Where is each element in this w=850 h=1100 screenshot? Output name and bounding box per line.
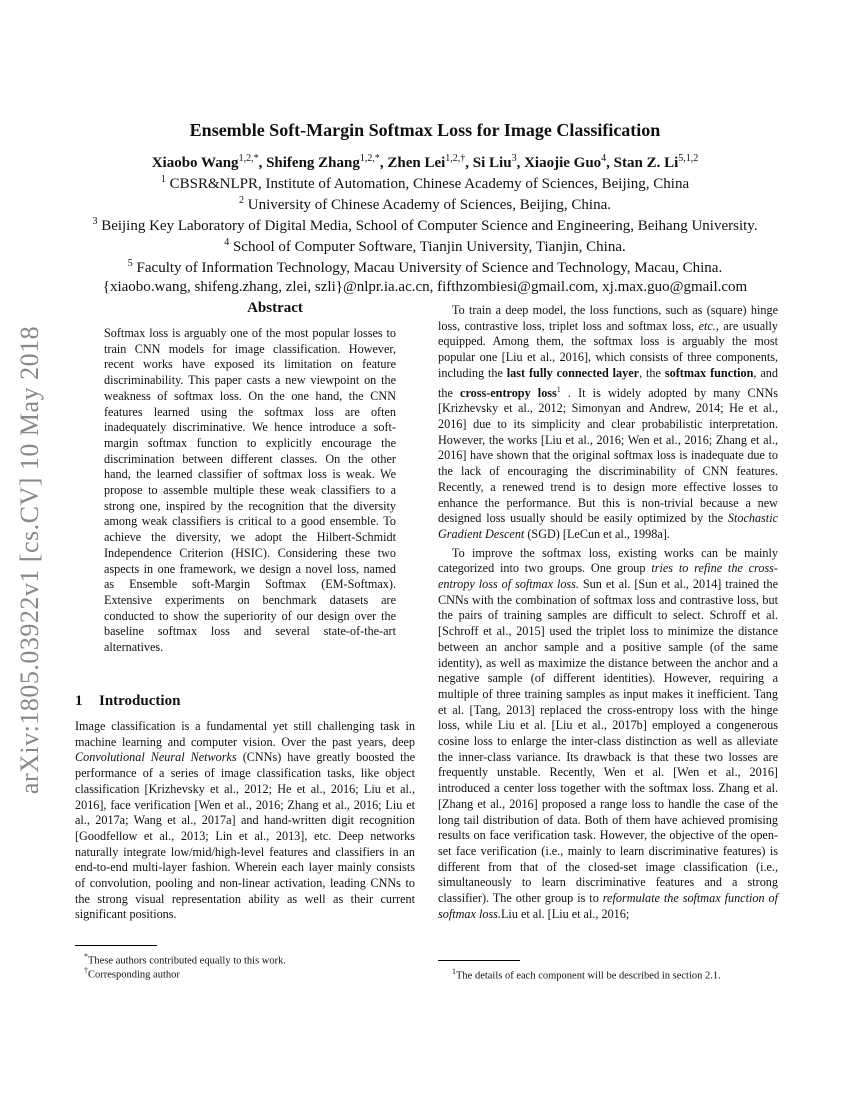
footnote-marker: 1 xyxy=(556,384,561,394)
author-emails: {xiaobo.wang, shifeng.zhang, zlei, szli}@nlpr.ia.ac.cn, fifthzombiesi@gmail.com, xj.max.guo@gmail.com xyxy=(102,279,748,295)
affiliation-3: $^3$ Beijing Key Laboratory of Digital Media, School of Computer Science and Engineering, Beihang University. xyxy=(92,216,758,234)
author: Xiaojie Guo$^4$, xyxy=(524,153,614,171)
section-heading-introduction: 1 Introduction xyxy=(75,693,181,709)
paragraph-loss-functions: To train a deep model, the loss functions, such as (square) hinge loss, contrastive loss, triplet loss and softmax loss, etc., are usually equipped. Among them, the softmax loss is arguably the most popular one [Liu et al., 2016], which consists of three components, including the last fully connected layer, the softmax function, and the cross-entropy loss$^1$ . It is widely adopted by many CNNs [Krizhevsky et al., 2012; Simonyan and Andrew, 2014; He et al., 2016] due to its simplicity and clear probabilistic interpretation. However, the works [Liu et al., 2016; Wen et al., 2016; Zhang et al., 2016] have shown that the original softmax loss is inadequate due to the lack of encouraging the discriminability of CNN features. Recently, a renewed trend is to design more effective losses to enhance the performance. But this is non-trivial because a new designed loss usually should be easily optimized by the Stochastic Gradient Descent (SGD) [LeCun et al., 1998a]. xyxy=(438,303,778,541)
introduction-paragraph: Image classification is a fundamental yet still challenging task in machine learning and computer vision. Over the past years, deep Convolutional Neural Networks (CNNs) have greatly boosted the performance of a series of image classification tasks, like object classification [Krizhevsky et al., 2012; He et al., 2016; Liu et al., 2016], face verification [Wen et al., 2016; Zhang et al., 2016; Liu et al., 2017a; Wang et al., 2017a] and hand-written digit recognition [Goodfellow et al., 2013; Lin et al., 2013], etc. Deep networks naturally integrate low/mid/high-level features and classifiers in an end-to-end multi-layer fashion. Wherein each layer mainly consists of convolution, pooling and non-linear activation, leading CNNs to the strong visual representation ability as well as their current significant positions. xyxy=(75,719,415,922)
affiliation-4: $^4$ School of Computer Software, Tianjin University, Tianjin, China. xyxy=(224,237,626,255)
abstract-body: Softmax loss is arguably one of the most popular losses to train CNN models for image classification. However, recent works have exposed its limitation on feature discriminability. This paper casts a new viewpoint on the weakness of softmax loss. On the one hand, the CNN features learned using the softmax loss are often inadequately discriminative. We hence introduce a soft-margin softmax function to explicitly encourage the discrimination between different classes. On the other hand, the learned classifier of softmax loss is weak. We propose to assemble multiple these weak classifiers to a strong one, inspired by the recognition that the diversity among weak classifiers is critical to a good ensemble. To achieve the diversity, we adopt the Hilbert-Schmidt Independence Criterion (HSIC). Considering these two aspects in one framework, we design a novel loss, named as Ensemble soft-Margin Softmax (EM-Softmax). Extensive experiments on benchmark datasets are conducted to show the superiority of our design over the baseline softmax loss and several state-of-the-art alternatives. xyxy=(104,326,396,655)
author: Si Liu$^3$, xyxy=(472,153,525,171)
affiliation-2: $^2$ University of Chinese Academy of Sciences, Beijing, China. xyxy=(238,195,611,213)
footnote-corresponding-author: †Corresponding author xyxy=(84,966,180,981)
author-list xyxy=(0,153,850,172)
paragraph-improving-softmax: To improve the softmax loss, existing works can be mainly categorized into two groups. One group tries to refine the cross-entropy loss of softmax loss. Sun et al. [Sun et al., 2014] trained the CNNs with the combination of softmax loss and contrastive loss, but the pairs of training samples are difficult to select. Schroff et al. [Schroff et al., 2015] used the triplet loss to minimize the distance between an anchor sample and a positive sample (of the same identity), as well as maximize the distance between the anchor and a negative sample (of different identities). However, requiring a multiple of three training samples as input makes it inefficient. Tang et al. [Tang, 2013] replaced the cross-entropy loss with the hinge loss, while Liu et al. [Liu et al., 2017b] employed a congenerous cosine loss to enlarge the inter-class distinction as well as alleviate the inner-class variance. Its drawback is that these two losses are frequently unstable. Recently, Wen et al. [Wen et al., 2016] introduced a center loss together with the softmax loss. Zhang et al. [Zhang et al., 2016] proposed a range loss to handle the case of the long tail distribution of data. Both of them have achieved promising results on face verification task. However, the objective of the open-set face verification (i.e., mainly to learn discriminative features) is different from that of the closed-set image classification (i.e., simultaneously to learn discriminative features and a strong classifier). The other group is to reformulate the softmax function of softmax loss.Liu et al. [Liu et al., 2016; xyxy=(438,545,778,921)
affiliation-5: $^5$ Faculty of Information Technology, Macau University of Science and Technology, Macau, China. xyxy=(127,258,723,276)
arxiv-identifier-text: arXiv:1805.03922v1 [cs.CV] 10 May 2018 xyxy=(15,325,44,795)
footnote-rule-right xyxy=(438,960,520,961)
footnote-equal-contribution: *These authors contributed equally to this work. xyxy=(84,952,286,967)
footnote-rule-left xyxy=(75,945,157,946)
author: Stan Z. Li$^{5,1,2}$ xyxy=(613,153,699,171)
footnote-component-details: $^1$The details of each component will be described in section 2.1. xyxy=(452,967,721,982)
affiliation-1: $^1$ CBSR&NLPR, Institute of Automation, Chinese Academy of Sciences, Beijing, China xyxy=(160,174,690,192)
author: Xiaobo Wang$^{1,2,*}$, xyxy=(151,153,267,171)
right-column-body xyxy=(438,303,778,922)
author: Zhen Lei$^{1,2,\dagger}$, xyxy=(387,153,473,171)
author: Shifeng Zhang$^{1,2,*}$, xyxy=(266,153,388,171)
arxiv-identifier-watermark xyxy=(10,325,50,795)
abstract-heading: Abstract xyxy=(247,300,303,316)
paper-title: Ensemble Soft-Margin Softmax Loss for Image Classification xyxy=(189,120,661,140)
